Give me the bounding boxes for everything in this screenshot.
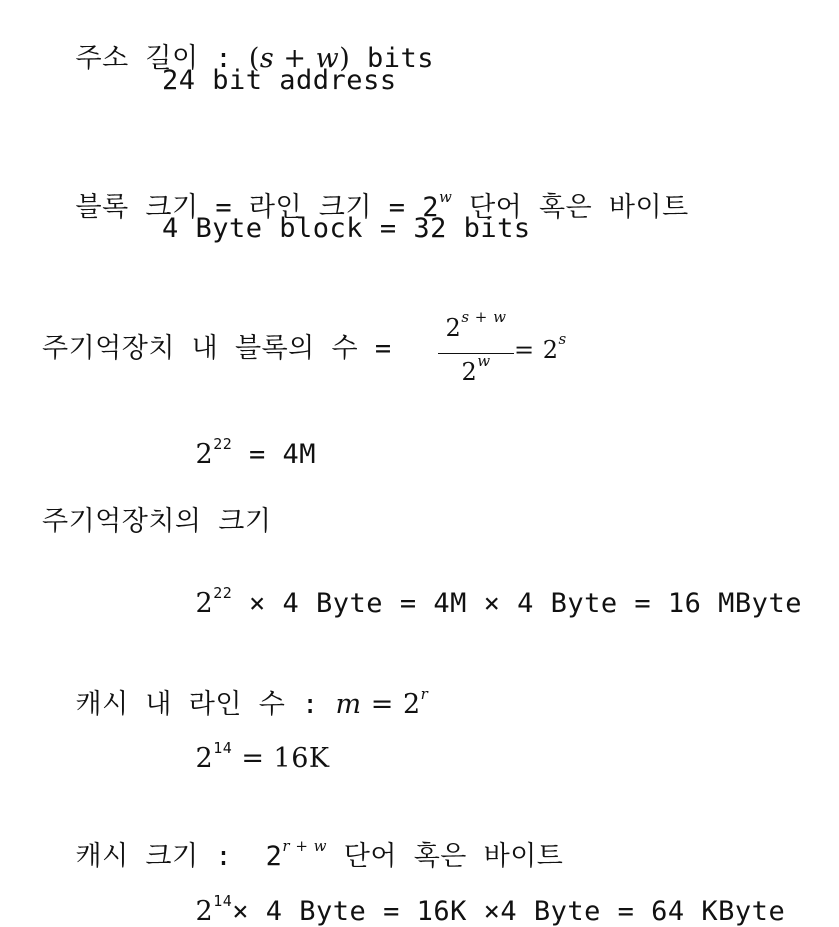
address-length-heading <box>42 18 434 72</box>
cache-size-value-tail: × 4 Byte = 16K ×4 Byte = 64 KByte <box>232 896 786 927</box>
address-length-s-variable: s <box>259 43 275 74</box>
fraction-bar <box>438 353 514 354</box>
fraction-denominator <box>438 352 514 386</box>
address-length-w-variable: w <box>315 43 340 74</box>
block-count-result <box>514 330 567 364</box>
fraction-numerator <box>438 308 514 342</box>
block-count-value-tail: = 4M <box>232 439 317 470</box>
address-length-close-paren: ) <box>339 43 351 74</box>
memory-size-base: 2 <box>195 588 214 619</box>
cache-size-label: 캐시 크기 : 2 <box>75 841 283 872</box>
block-size-label: 블록 크기 = 라인 크기 = 2 <box>75 192 439 223</box>
address-length-label: 주소 길이 : <box>75 43 249 74</box>
block-count-value-exponent: 22 <box>213 435 233 453</box>
cache-lines-heading <box>42 664 428 718</box>
block-size-value: 4 Byte block = 32 bits <box>162 213 531 244</box>
numerator-exponent: s + w <box>461 308 507 326</box>
cache-lines-exponent: r <box>420 685 429 703</box>
cache-size-value <box>162 871 785 925</box>
block-count-value <box>162 414 316 468</box>
cache-size-heading <box>42 816 563 870</box>
denominator-exponent: w <box>477 352 491 370</box>
cache-lines-m-variable: m <box>335 689 362 720</box>
address-length-open-paren: ( <box>248 43 260 74</box>
block-count-result-eq: = 2 <box>514 336 559 364</box>
cache-lines-eq: = 2 <box>361 689 421 720</box>
address-length-value: 24 bit address <box>162 65 397 96</box>
block-count-label: 주기억장치 내 블록의 수 = <box>42 333 409 364</box>
block-count-value-base: 2 <box>195 439 214 470</box>
block-count-result-exponent: s <box>558 330 567 348</box>
block-size-exponent: w <box>438 188 453 206</box>
cache-lines-value-tail: = 16K <box>232 743 330 774</box>
cache-lines-value <box>162 718 330 772</box>
cache-size-value-exponent: 14 <box>213 892 233 910</box>
memory-size-label: 주기억장치의 크기 <box>42 506 272 537</box>
cache-size-value-base: 2 <box>195 896 214 927</box>
block-size-tail: 단어 혹은 바이트 <box>452 192 689 223</box>
cache-lines-value-exponent: 14 <box>213 739 233 757</box>
memory-size-exponent: 22 <box>213 584 233 602</box>
cache-size-tail: 단어 혹은 바이트 <box>327 841 564 872</box>
numerator-base: 2 <box>445 314 462 342</box>
memory-size-tail: × 4 Byte = 4M × 4 Byte = 16 MByte <box>232 588 802 619</box>
cache-lines-value-base: 2 <box>195 743 214 774</box>
denominator-base: 2 <box>461 358 478 386</box>
block-count-fraction <box>438 308 514 390</box>
address-length-unit: bits <box>350 43 435 74</box>
address-length-plus: + <box>274 43 316 74</box>
cache-lines-label: 캐시 내 라인 수 : <box>75 689 336 720</box>
memory-size-value <box>162 563 802 617</box>
cache-size-exponent: r + w <box>282 837 328 855</box>
